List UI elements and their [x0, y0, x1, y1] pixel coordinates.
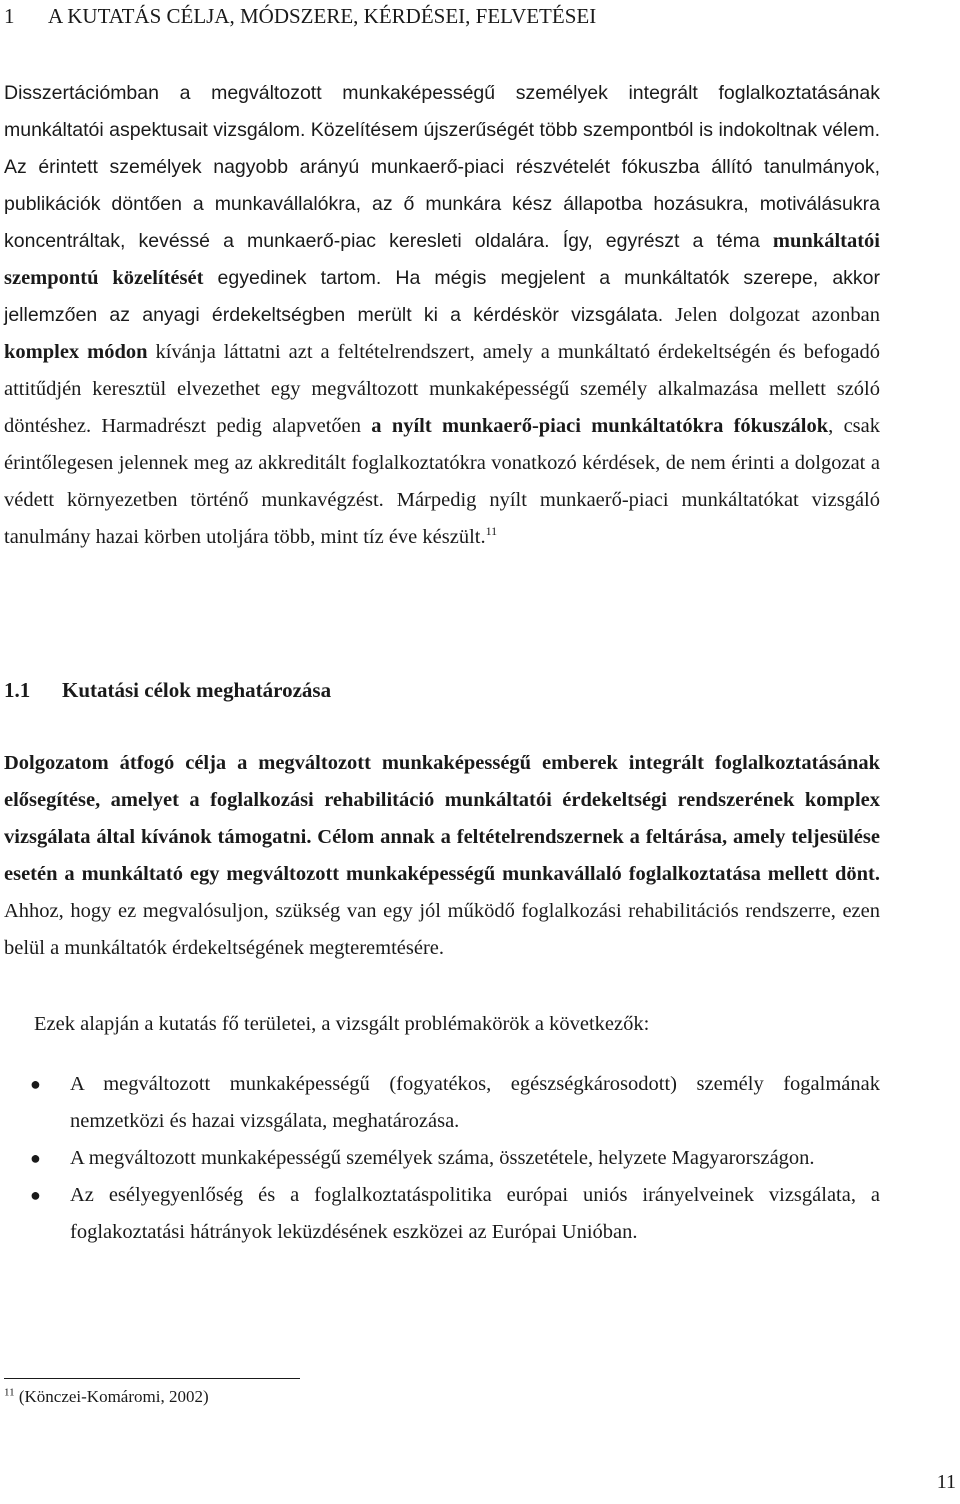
goals-bold-text: Dolgozatom átfogó célja a megváltozott munkaképességű emberek integrált foglalkoztatásának elősegítése, amelyet a foglalkozási rehabilitáció munkáltatói érdekeltségi rendszerének komplex vizsgálata által kívánok támogatni. Célom annak a feltételrendszernek a feltárása, amely teljesülése esetén a munkáltató egy megváltozott munkaképességű munkavállaló foglalkoztatása mellett dönt.	[4, 752, 880, 885]
intro-sentence-1: Disszertációmban a megváltozott munkaképességű személyek integrált foglalkoztatásának munkáltatói aspektusait vizsgálom. Közelítésem újszerűségét több szempontból is indokoltnak vélem.	[4, 82, 880, 141]
footnote-number: 11	[4, 1386, 15, 1399]
intro-sentence-3-pre: Így, egyrészt a téma	[549, 230, 773, 252]
bullet-icon: ●	[30, 1074, 41, 1094]
footnote-text: (Könczei-Komáromi, 2002)	[18, 1387, 209, 1406]
bullet-icon: ●	[30, 1148, 41, 1168]
goals-normal-text: Ahhoz, hogy ez megvalósuljon, szükség van egy jól működő foglalkozási rehabilitációs rendszerre, ezen belül a munkáltatók érdekeltségének megteremtésére.	[4, 900, 880, 959]
list-item	[0, 1066, 880, 1140]
intro-emphasis-employer: munkáltatói szempontú közelítését	[4, 230, 880, 289]
intro-sentence-4: Ha mégis megjelent a munkáltatók szerepe, akkor jellemzően az anyagi érdekeltségben merült ki a kérdéskör vizsgálata.	[4, 267, 881, 326]
intro-sentence-6-post: , csak érintőlegesen jelennek meg az akkreditált foglalkoztatókra vonatkozó kérdések, de nem érinti a dolgozat a védett környezetben történő munkavégzést. Márpedig nyílt munkaerő-piaci munkáltatókat vizsgáló tanulmány hazai körben utoljára több, mint tíz éve készült.	[4, 415, 880, 548]
page-number: 11	[936, 1471, 956, 1493]
list-item-text: A megváltozott munkaképességű személyek száma, összetétele, helyzete Magyarországon.	[70, 1147, 815, 1169]
intro-emphasis-open-market: a nyílt munkaerő-piaci munkáltatókra fókuszálok	[371, 415, 829, 437]
footnote-divider	[4, 1378, 300, 1379]
list-item	[0, 1177, 880, 1251]
areas-intro-paragraph	[34, 1006, 880, 1043]
section-number: 1.1	[4, 678, 31, 702]
chapter-title: A KUTATÁS CÉLJA, MÓDSZERE, KÉRDÉSEI, FELVETÉSEI	[48, 4, 597, 28]
section-heading	[4, 676, 904, 704]
bullet-icon: ●	[30, 1185, 41, 1205]
goals-paragraph	[4, 745, 880, 967]
areas-intro-text: Ezek alapján a kutatás fő területei, a vizsgált problémakörök a következők:	[34, 1013, 650, 1035]
list-item	[0, 1140, 880, 1177]
intro-sentence-5-pre: Jelen dolgozat azonban	[663, 304, 880, 326]
chapter-heading	[4, 2, 904, 30]
chapter-number: 1	[4, 4, 15, 28]
list-item-text: A megváltozott munkaképességű (fogyatékos, egészségkárosodott) személy fogalmának nemzetközi és hazai vizsgálata, meghatározása.	[70, 1073, 880, 1132]
list-item-text: Az esélyegyenlőség és a foglalkoztatáspolitika európai uniós irányelveinek vizsgálata, a foglakoztatási hátrányok leküzdésének eszközei az Európai Unióban.	[70, 1184, 880, 1243]
intro-paragraph	[4, 75, 880, 556]
intro-sentence-2: Az érintett személyek nagyobb arányú munkaerő-piaci részvételét fókuszba állító tanulmányok, publikációk döntően a munkavállalókra, az ő munkára kész állapotba hozásukra, motiválásukra koncentráltak, kevéssé a munkaerő-piac keresleti oldalára.	[4, 156, 880, 252]
intro-sentence-5-post: kívánja láttatni azt a feltételrendszert, amely a munkáltató érdekeltségén és befogadó attitűdjén keresztül elvezethet egy megváltozott munkaképességű személy alkalmazása mellett szóló döntéshez. Harmadrészt pedig alapvetően	[4, 341, 880, 437]
footnote-reference: 11	[485, 524, 498, 539]
intro-sentence-3-post: egyedinek tartom.	[203, 267, 382, 289]
footnote	[4, 1385, 209, 1409]
intro-emphasis-complex: komplex módon	[4, 341, 148, 363]
section-title: Kutatási célok meghatározása	[62, 678, 332, 702]
research-areas-list	[0, 1066, 880, 1251]
